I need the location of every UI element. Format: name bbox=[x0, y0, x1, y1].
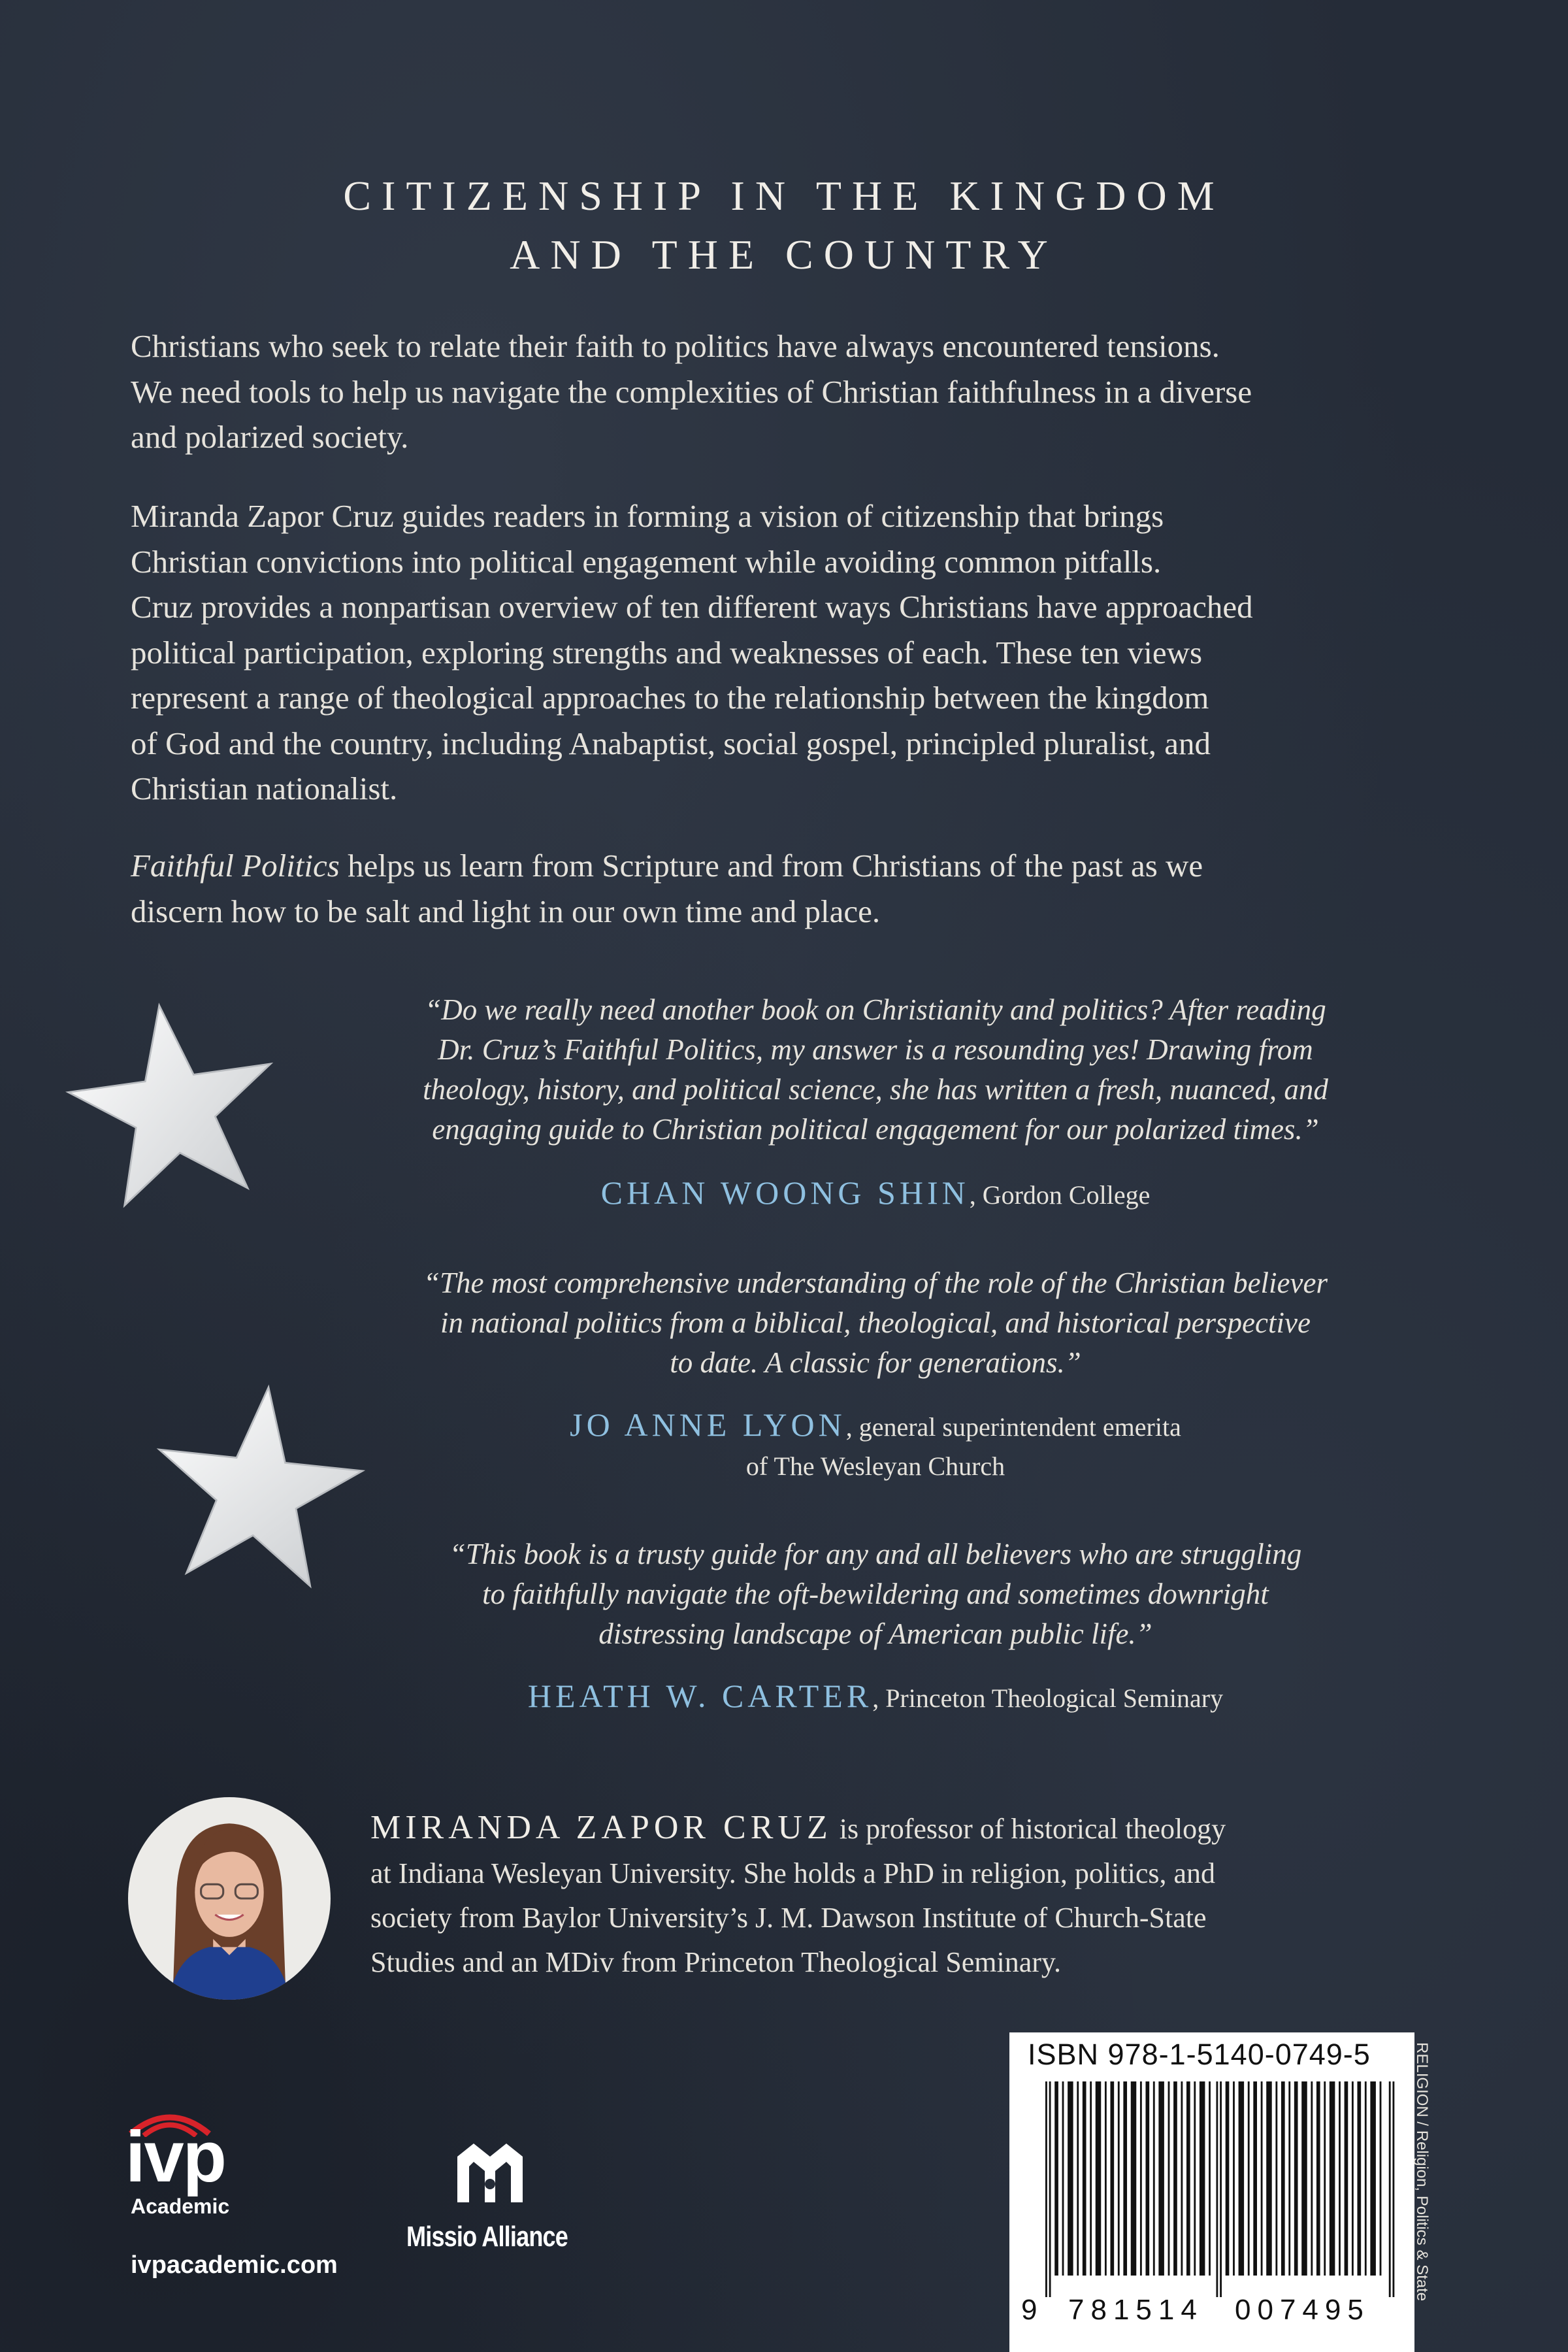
description-line bbox=[131, 843, 1437, 889]
ivp-logo-subtitle: Academic bbox=[131, 2195, 230, 2218]
description-line: Christians who seek to relate their faith to politics have always encountered tensions. bbox=[131, 328, 1220, 364]
description-line: We need tools to help us navigate the complexities of Christian faithfulness in a diverse bbox=[131, 373, 1252, 410]
headline-line-2: AND THE COUNTRY bbox=[510, 231, 1058, 278]
description-line: represent a range of theological approaches to the relationship between the kingdom bbox=[131, 680, 1209, 716]
description-text: helps us learn from Scripture and from Christians of the past as we bbox=[339, 848, 1203, 884]
quote-line: Dr. Cruz’s Faithful Politics, my answer is a resounding yes! Drawing from bbox=[438, 1033, 1313, 1066]
author-bio bbox=[370, 1806, 1422, 1985]
endorser-affiliation: , Gordon College bbox=[969, 1180, 1151, 1210]
endorsement-quote bbox=[340, 1263, 1411, 1383]
endorsement-attribution bbox=[340, 1405, 1411, 1486]
endorser-name: JO ANNE LYON bbox=[570, 1406, 846, 1443]
category-label: RELIGION / Religion, Politics & State bbox=[1413, 2042, 1431, 2302]
publisher-website: ivpacademic.com bbox=[131, 2251, 338, 2279]
description-paragraph-3 bbox=[131, 843, 1437, 934]
endorsement-attribution bbox=[340, 1676, 1411, 1718]
description-paragraph-1 bbox=[131, 323, 1437, 460]
author-name: MIRANDA ZAPOR CRUZ bbox=[370, 1809, 832, 1846]
bio-line bbox=[370, 1806, 1422, 1851]
book-title: Faithful Politics bbox=[131, 848, 340, 884]
quote-line: engaging guide to Christian political engagement for our polarized times.” bbox=[432, 1113, 1319, 1146]
quote-line: theology, history, and political science, she has written a fresh, nuanced, and bbox=[423, 1073, 1328, 1106]
description-line: discern how to be salt and light in our own time and place. bbox=[131, 893, 881, 929]
quote-line: “Do we really need another book on Christianity and politics? After reading bbox=[425, 993, 1326, 1026]
quote-line: “This book is a trusty guide for any and all believers who are struggling bbox=[449, 1538, 1302, 1570]
quote-line: to date. A classic for generations.” bbox=[670, 1346, 1081, 1379]
barcode-digits-group-2: 007495 bbox=[1235, 2294, 1370, 2326]
quote-line: to faithfully navigate the oft-bewildering and sometimes downright bbox=[482, 1578, 1269, 1610]
description-line: of God and the country, including Anabaptist, social gospel, principled pluralist, and bbox=[131, 725, 1211, 761]
description-line: Cruz provides a nonpartisan overview of ten different ways Christians have approached bbox=[131, 589, 1253, 625]
endorser-affiliation: , Princeton Theological Seminary bbox=[872, 1683, 1224, 1713]
quote-line: distressing landscape of American public life.” bbox=[598, 1617, 1152, 1650]
missio-alliance-logo-icon bbox=[451, 2137, 529, 2209]
isbn-text: ISBN 978-1-5140-0749-5 bbox=[1028, 2038, 1371, 2071]
description-line: Miranda Zapor Cruz guides readers in forming a vision of citizenship that brings bbox=[131, 498, 1164, 534]
description-line: Christian nationalist. bbox=[131, 770, 398, 806]
ivp-logo: ivp bbox=[125, 2117, 225, 2197]
star-icon bbox=[147, 1376, 369, 1598]
star-icon bbox=[62, 993, 284, 1216]
endorsement-quote bbox=[340, 1534, 1411, 1654]
headline-line-1: CITIZENSHIP IN THE KINGDOM bbox=[343, 173, 1225, 219]
endorsement-attribution bbox=[340, 1173, 1411, 1215]
endorser-name: CHAN WOONG SHIN bbox=[600, 1174, 970, 1211]
quote-line: in national politics from a biblical, theological, and historical perspective bbox=[440, 1306, 1311, 1339]
endorser-affiliation: , general superintendent emerita bbox=[845, 1412, 1181, 1442]
description-line: Christian convictions into political engagement while avoiding common pitfalls. bbox=[131, 543, 1162, 580]
author-photo bbox=[128, 1797, 331, 2000]
description-paragraph-2 bbox=[131, 493, 1437, 812]
bio-text: is professor of historical theology bbox=[832, 1813, 1226, 1845]
barcode-panel bbox=[1009, 2032, 1414, 2352]
endorsement-quote bbox=[340, 990, 1411, 1150]
quote-line: “The most comprehensive understanding of the role of the Christian believer bbox=[423, 1267, 1328, 1299]
description-line: and polarized society. bbox=[131, 419, 409, 455]
barcode-digit-lead: 9 bbox=[1021, 2294, 1037, 2326]
endorser-affiliation-line-2: of The Wesleyan Church bbox=[745, 1451, 1005, 1481]
barcode-image bbox=[1045, 2081, 1398, 2297]
bio-line: at Indiana Wesleyan University. She holds a PhD in religion, politics, and bbox=[370, 1857, 1216, 1889]
bio-line: Studies and an MDiv from Princeton Theological Seminary. bbox=[370, 1946, 1062, 1978]
partner-logo-text: Missio Alliance bbox=[406, 2221, 568, 2253]
bio-line: society from Baylor University’s J. M. Dawson Institute of Church-State bbox=[370, 1902, 1207, 1934]
description-line: political participation, exploring strengths and weaknesses of each. These ten views bbox=[131, 634, 1203, 671]
barcode-digits-group-1: 781514 bbox=[1068, 2294, 1203, 2326]
endorser-name: HEATH W. CARTER bbox=[527, 1678, 873, 1714]
